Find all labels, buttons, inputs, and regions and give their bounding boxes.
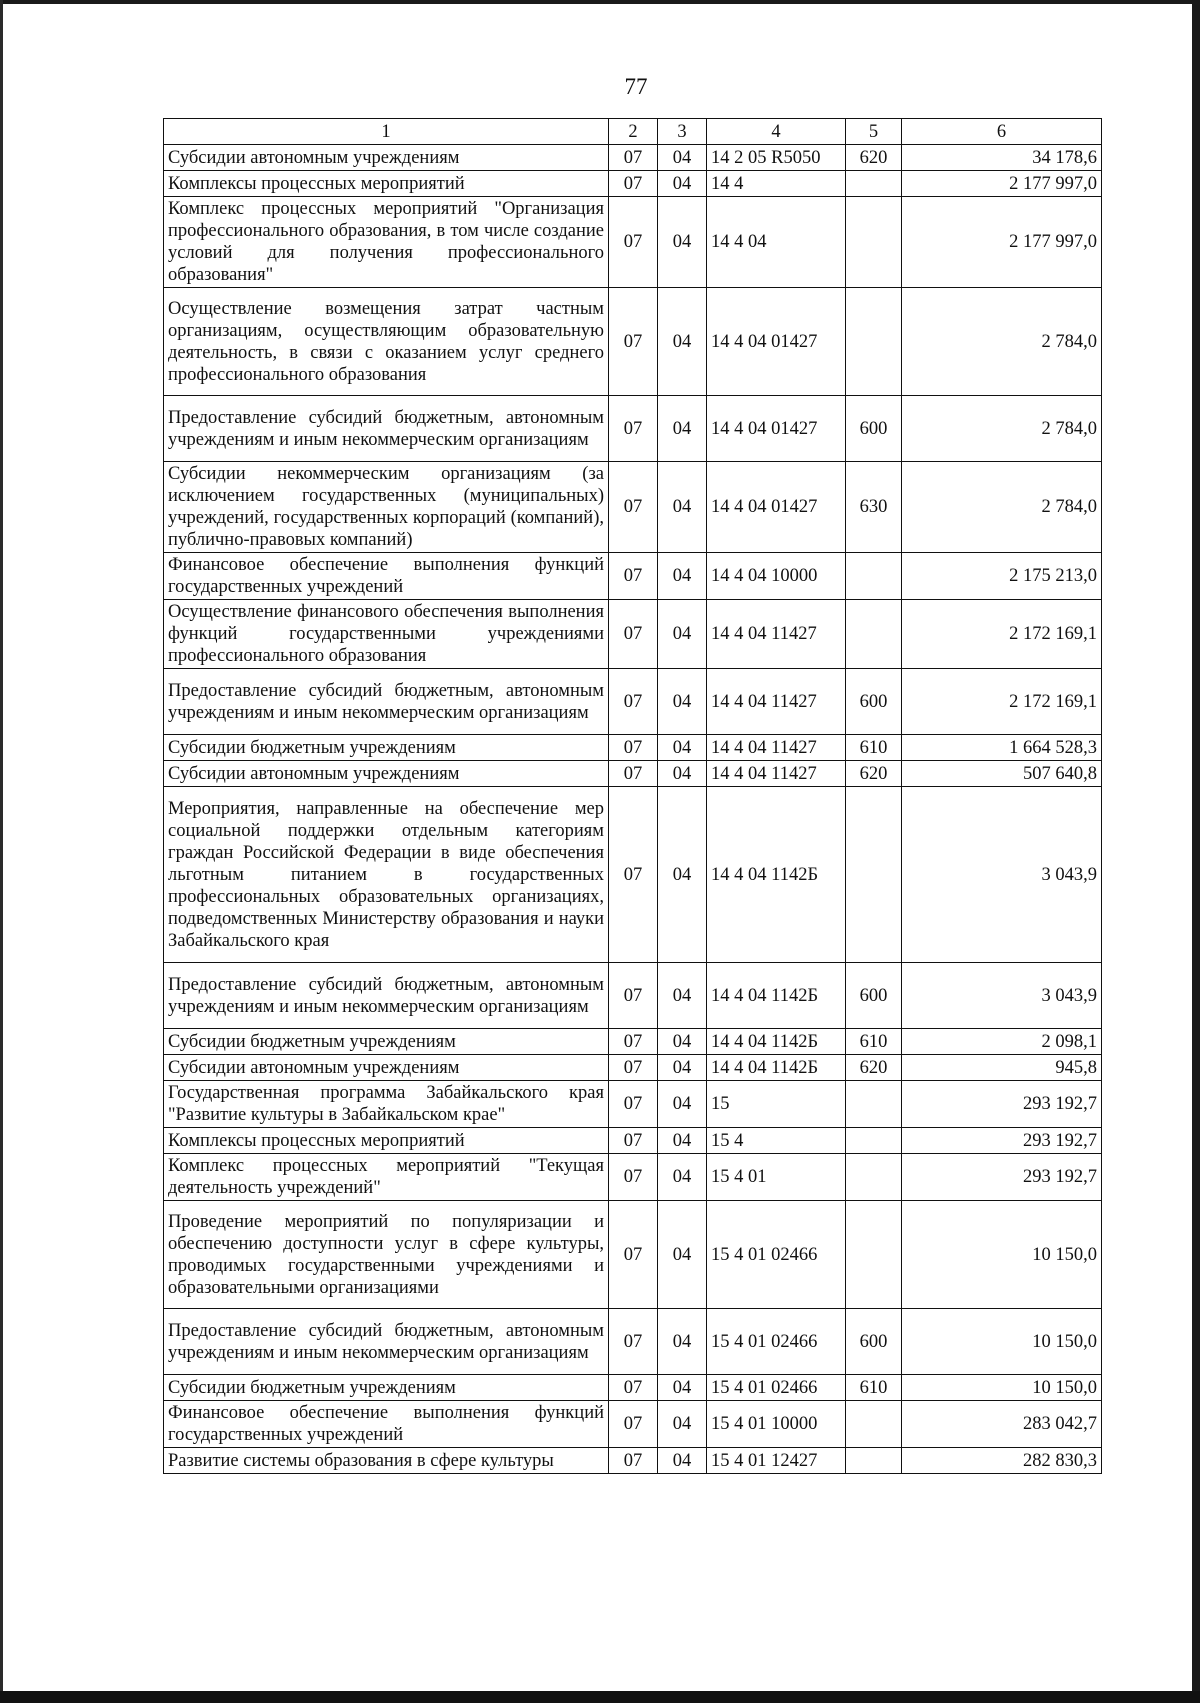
cell-amount: 2 784,0 xyxy=(902,462,1102,553)
cell-name: Комплексы процессных мероприятий xyxy=(164,1128,609,1154)
cell-target-code: 14 4 04 xyxy=(707,197,846,288)
table-row xyxy=(164,735,1102,761)
cell-amount: 1 664 528,3 xyxy=(902,735,1102,761)
cell-section: 07 xyxy=(609,396,658,462)
cell-section: 07 xyxy=(609,1055,658,1081)
scan-edge-right xyxy=(1192,0,1200,1703)
cell-name: Мероприятия, направленные на обеспечение мер социальной поддержки отдельным категориям граждан Российской Федерации в виде обеспечения льготным питанием в государственных профессиональных образовательных организациях, подведомственных Министерству образования и науки Забайкальского края xyxy=(164,787,609,963)
header-cell-1: 1 xyxy=(164,119,609,145)
cell-subsection: 04 xyxy=(658,288,707,396)
cell-subsection: 04 xyxy=(658,1154,707,1201)
cell-section: 07 xyxy=(609,145,658,171)
cell-target-code: 15 4 01 12427 xyxy=(707,1448,846,1474)
cell-amount: 3 043,9 xyxy=(902,787,1102,963)
cell-target-code: 14 4 04 11427 xyxy=(707,600,846,669)
cell-amount: 293 192,7 xyxy=(902,1081,1102,1128)
cell-subsection: 04 xyxy=(658,735,707,761)
cell-expense-type xyxy=(846,1128,902,1154)
cell-name: Предоставление субсидий бюджетным, автономным учреждениям и иным некоммерческим организациям xyxy=(164,669,609,735)
table-row xyxy=(164,462,1102,553)
table-row xyxy=(164,1029,1102,1055)
cell-name: Субсидии автономным учреждениям xyxy=(164,145,609,171)
cell-name: Предоставление субсидий бюджетным, автономным учреждениям и иным некоммерческим организациям xyxy=(164,1309,609,1375)
cell-subsection: 04 xyxy=(658,600,707,669)
cell-subsection: 04 xyxy=(658,1401,707,1448)
cell-amount: 282 830,3 xyxy=(902,1448,1102,1474)
cell-amount: 2 098,1 xyxy=(902,1029,1102,1055)
table-row xyxy=(164,669,1102,735)
cell-target-code: 15 4 01 02466 xyxy=(707,1375,846,1401)
cell-expense-type xyxy=(846,197,902,288)
cell-target-code: 14 4 04 01427 xyxy=(707,288,846,396)
cell-section: 07 xyxy=(609,963,658,1029)
cell-target-code: 14 4 xyxy=(707,171,846,197)
cell-name: Проведение мероприятий по популяризации и обеспечению доступности услуг в сфере культуры, проводимых государственными учреждениями и образовательными организациями xyxy=(164,1201,609,1309)
cell-section: 07 xyxy=(609,1128,658,1154)
cell-section: 07 xyxy=(609,787,658,963)
cell-expense-type: 630 xyxy=(846,462,902,553)
cell-section: 07 xyxy=(609,197,658,288)
table-row xyxy=(164,1448,1102,1474)
cell-subsection: 04 xyxy=(658,462,707,553)
cell-name: Финансовое обеспечение выполнения функций государственных учреждений xyxy=(164,553,609,600)
cell-subsection: 04 xyxy=(658,396,707,462)
cell-name: Субсидии некоммерческим организациям (за исключением государственных (муниципальных) учреждений, государственных корпораций (компаний), публично-правовых компаний) xyxy=(164,462,609,553)
page-number: 77 xyxy=(624,74,648,99)
cell-subsection: 04 xyxy=(658,553,707,600)
cell-target-code: 14 4 04 11427 xyxy=(707,761,846,787)
cell-target-code: 14 4 04 1142Б xyxy=(707,1029,846,1055)
cell-section: 07 xyxy=(609,735,658,761)
cell-section: 07 xyxy=(609,1375,658,1401)
cell-subsection: 04 xyxy=(658,145,707,171)
cell-name: Государственная программа Забайкальского края "Развитие культуры в Забайкальском крае" xyxy=(164,1081,609,1128)
cell-expense-type: 620 xyxy=(846,761,902,787)
table-header xyxy=(164,119,1102,145)
cell-subsection: 04 xyxy=(658,787,707,963)
cell-section: 07 xyxy=(609,669,658,735)
cell-section: 07 xyxy=(609,1154,658,1201)
table-row xyxy=(164,1128,1102,1154)
cell-target-code: 14 4 04 01427 xyxy=(707,462,846,553)
cell-subsection: 04 xyxy=(658,1081,707,1128)
cell-name: Комплекс процессных мероприятий "Организация профессионального образования, в том числе создание условий для получения профессионального образования" xyxy=(164,197,609,288)
table-row xyxy=(164,288,1102,396)
cell-expense-type xyxy=(846,600,902,669)
cell-target-code: 15 4 xyxy=(707,1128,846,1154)
cell-amount: 2 784,0 xyxy=(902,288,1102,396)
header-cell-3: 3 xyxy=(658,119,707,145)
cell-amount: 945,8 xyxy=(902,1055,1102,1081)
cell-expense-type xyxy=(846,1201,902,1309)
cell-target-code: 15 4 01 10000 xyxy=(707,1401,846,1448)
cell-target-code: 15 4 01 02466 xyxy=(707,1309,846,1375)
budget-table xyxy=(163,118,1102,1474)
cell-amount: 10 150,0 xyxy=(902,1309,1102,1375)
cell-expense-type: 600 xyxy=(846,669,902,735)
cell-name: Осуществление финансового обеспечения выполнения функций государственными учреждениями профессионального образования xyxy=(164,600,609,669)
cell-target-code: 14 4 04 1142Б xyxy=(707,963,846,1029)
cell-expense-type: 610 xyxy=(846,1375,902,1401)
cell-expense-type: 600 xyxy=(846,1309,902,1375)
cell-amount: 293 192,7 xyxy=(902,1128,1102,1154)
cell-expense-type xyxy=(846,171,902,197)
cell-expense-type: 610 xyxy=(846,1029,902,1055)
cell-section: 07 xyxy=(609,1029,658,1055)
cell-expense-type xyxy=(846,288,902,396)
cell-amount: 34 178,6 xyxy=(902,145,1102,171)
cell-subsection: 04 xyxy=(658,1029,707,1055)
table-row xyxy=(164,600,1102,669)
cell-amount: 507 640,8 xyxy=(902,761,1102,787)
cell-amount: 2 177 997,0 xyxy=(902,171,1102,197)
cell-expense-type: 620 xyxy=(846,1055,902,1081)
table-row xyxy=(164,145,1102,171)
cell-expense-type xyxy=(846,787,902,963)
scan-edge-left xyxy=(0,0,3,1703)
cell-expense-type xyxy=(846,553,902,600)
table-row xyxy=(164,396,1102,462)
header-cell-4: 4 xyxy=(707,119,846,145)
cell-name: Субсидии бюджетным учреждениям xyxy=(164,735,609,761)
header-cell-6: 6 xyxy=(902,119,1102,145)
cell-subsection: 04 xyxy=(658,963,707,1029)
cell-expense-type xyxy=(846,1401,902,1448)
cell-expense-type xyxy=(846,1448,902,1474)
cell-amount: 2 172 169,1 xyxy=(902,669,1102,735)
table-row xyxy=(164,761,1102,787)
table-row xyxy=(164,1201,1102,1309)
cell-subsection: 04 xyxy=(658,669,707,735)
cell-amount: 2 784,0 xyxy=(902,396,1102,462)
cell-subsection: 04 xyxy=(658,1375,707,1401)
cell-target-code: 14 4 04 1142Б xyxy=(707,1055,846,1081)
cell-name: Развитие системы образования в сфере культуры xyxy=(164,1448,609,1474)
cell-name: Финансовое обеспечение выполнения функций государственных учреждений xyxy=(164,1401,609,1448)
table-row xyxy=(164,171,1102,197)
cell-name: Субсидии автономным учреждениям xyxy=(164,1055,609,1081)
cell-target-code: 14 4 04 11427 xyxy=(707,735,846,761)
cell-name: Предоставление субсидий бюджетным, автономным учреждениям и иным некоммерческим организациям xyxy=(164,396,609,462)
cell-amount: 10 150,0 xyxy=(902,1201,1102,1309)
table-row xyxy=(164,1081,1102,1128)
cell-name: Предоставление субсидий бюджетным, автономным учреждениям и иным некоммерческим организациям xyxy=(164,963,609,1029)
cell-target-code: 14 4 04 10000 xyxy=(707,553,846,600)
cell-name: Комплекс процессных мероприятий "Текущая деятельность учреждений" xyxy=(164,1154,609,1201)
cell-amount: 293 192,7 xyxy=(902,1154,1102,1201)
table-body xyxy=(164,145,1102,1474)
scan-edge-top xyxy=(0,0,1200,4)
cell-section: 07 xyxy=(609,1401,658,1448)
cell-name: Комплексы процессных мероприятий xyxy=(164,171,609,197)
cell-target-code: 15 4 01 xyxy=(707,1154,846,1201)
cell-amount: 2 172 169,1 xyxy=(902,600,1102,669)
cell-subsection: 04 xyxy=(658,171,707,197)
cell-subsection: 04 xyxy=(658,761,707,787)
cell-section: 07 xyxy=(609,553,658,600)
cell-target-code: 15 xyxy=(707,1081,846,1128)
header-cell-2: 2 xyxy=(609,119,658,145)
cell-section: 07 xyxy=(609,1448,658,1474)
cell-amount: 283 042,7 xyxy=(902,1401,1102,1448)
cell-expense-type: 620 xyxy=(846,145,902,171)
cell-section: 07 xyxy=(609,761,658,787)
cell-section: 07 xyxy=(609,1309,658,1375)
table-row xyxy=(164,787,1102,963)
cell-name: Осуществление возмещения затрат частным организациям, осуществляющим образовательную деятельность, в связи с оказанием услуг среднего профессионального образования xyxy=(164,288,609,396)
cell-subsection: 04 xyxy=(658,1055,707,1081)
table-row xyxy=(164,1375,1102,1401)
cell-section: 07 xyxy=(609,1201,658,1309)
cell-subsection: 04 xyxy=(658,1309,707,1375)
cell-section: 07 xyxy=(609,462,658,553)
table-row xyxy=(164,1401,1102,1448)
cell-name: Субсидии автономным учреждениям xyxy=(164,761,609,787)
cell-subsection: 04 xyxy=(658,1128,707,1154)
cell-section: 07 xyxy=(609,288,658,396)
cell-subsection: 04 xyxy=(658,197,707,288)
table-row xyxy=(164,963,1102,1029)
table-row xyxy=(164,1309,1102,1375)
cell-name: Субсидии бюджетным учреждениям xyxy=(164,1375,609,1401)
cell-subsection: 04 xyxy=(658,1201,707,1309)
cell-expense-type: 610 xyxy=(846,735,902,761)
cell-target-code: 14 4 04 01427 xyxy=(707,396,846,462)
cell-target-code: 14 4 04 1142Б xyxy=(707,787,846,963)
table-row xyxy=(164,197,1102,288)
cell-amount: 2 177 997,0 xyxy=(902,197,1102,288)
cell-expense-type xyxy=(846,1154,902,1201)
scan-edge-bottom xyxy=(0,1691,1200,1703)
cell-amount: 3 043,9 xyxy=(902,963,1102,1029)
cell-section: 07 xyxy=(609,171,658,197)
header-row xyxy=(164,119,1102,145)
cell-amount: 2 175 213,0 xyxy=(902,553,1102,600)
cell-target-code: 15 4 01 02466 xyxy=(707,1201,846,1309)
header-cell-5: 5 xyxy=(846,119,902,145)
cell-expense-type: 600 xyxy=(846,963,902,1029)
cell-subsection: 04 xyxy=(658,1448,707,1474)
table-row xyxy=(164,553,1102,600)
table-row xyxy=(164,1154,1102,1201)
cell-section: 07 xyxy=(609,1081,658,1128)
cell-section: 07 xyxy=(609,600,658,669)
table-row xyxy=(164,1055,1102,1081)
cell-target-code: 14 4 04 11427 xyxy=(707,669,846,735)
cell-expense-type xyxy=(846,1081,902,1128)
cell-name: Субсидии бюджетным учреждениям xyxy=(164,1029,609,1055)
cell-target-code: 14 2 05 R5050 xyxy=(707,145,846,171)
cell-amount: 10 150,0 xyxy=(902,1375,1102,1401)
cell-expense-type: 600 xyxy=(846,396,902,462)
